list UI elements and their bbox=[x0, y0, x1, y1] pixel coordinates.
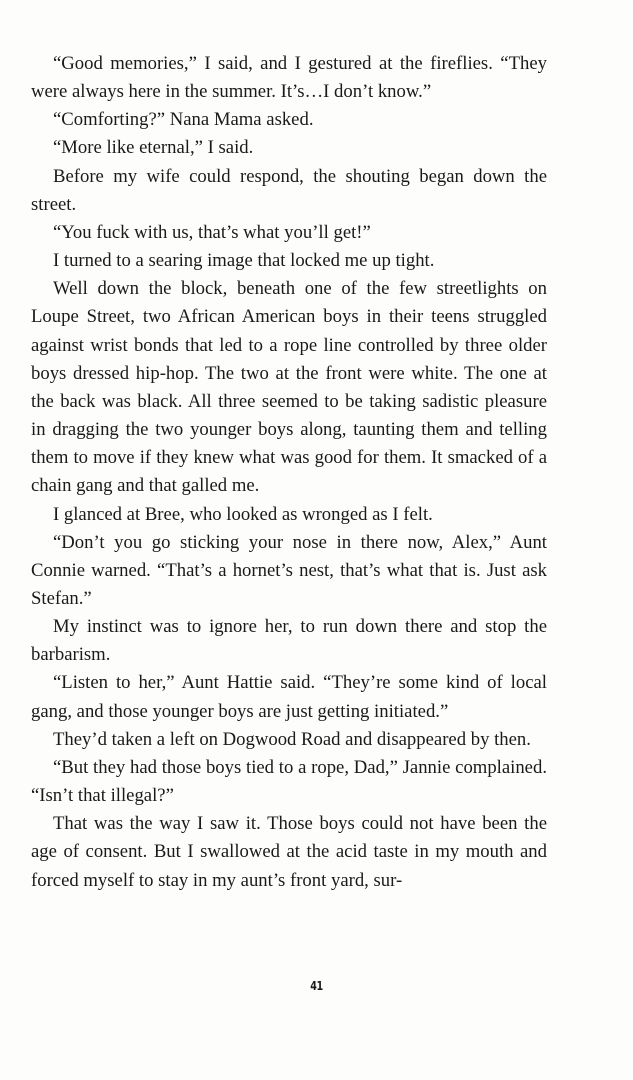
paragraph: I glanced at Bree, who looked as wronged as I felt. bbox=[53, 503, 433, 525]
paragraph: “But they had those boys tied to a rope, Dad,” Jannie complained. “Isn’t that illegal?” bbox=[31, 756, 547, 807]
paragraph: They’d taken a left on Dogwood Road and disappeared by then. bbox=[53, 728, 531, 750]
paragraph: Well down the block, beneath one of the few streetlights on Loupe Street, two African American boys in their teens struggled against wrist bonds that led to a rope line controlled by three older boys dressed hip-hop. The two at the front were white. The one at the back was black. All three seemed to be taking sadistic pleasure in dragging the two younger boys along, taunting them and telling them to move if they knew what was good for them. It smacked of a chain gang and that galled me. bbox=[31, 278, 547, 497]
paragraph: “More like eternal,” I said. bbox=[53, 137, 254, 159]
paragraph: “Comforting?” Nana Mama asked. bbox=[53, 109, 314, 131]
paragraph: “Listen to her,” Aunt Hattie said. “They’re some kind of local gang, and those younger boys are just getting initiated.” bbox=[31, 672, 547, 722]
page-number: 41 bbox=[310, 979, 323, 993]
paragraph: Before my wife could respond, the shouting began down the street. bbox=[31, 165, 547, 215]
paragraph: I turned to a searing image that locked me up tight. bbox=[53, 250, 435, 272]
paragraph: “Don’t you go sticking your nose in there now, Alex,” Aunt Connie warned. “That’s a hornet’s nest, that’s what that is. Just ask Stefan.” bbox=[31, 531, 547, 609]
paragraph: “You fuck with us, that’s what you’ll get!” bbox=[53, 221, 371, 243]
body-text bbox=[31, 50, 547, 895]
paragraph: “Good memories,” I said, and I gestured at the fireflies. “They were always here in the summer. It’s…I don’t know.” bbox=[31, 53, 547, 103]
paragraph: My instinct was to ignore her, to run down there and stop the barbarism. bbox=[31, 616, 547, 666]
paragraph: That was the way I saw it. Those boys could not have been the age of consent. But I swallowed at the acid taste in my mouth and forced myself to stay in my aunt’s front yard, sur- bbox=[31, 813, 547, 891]
